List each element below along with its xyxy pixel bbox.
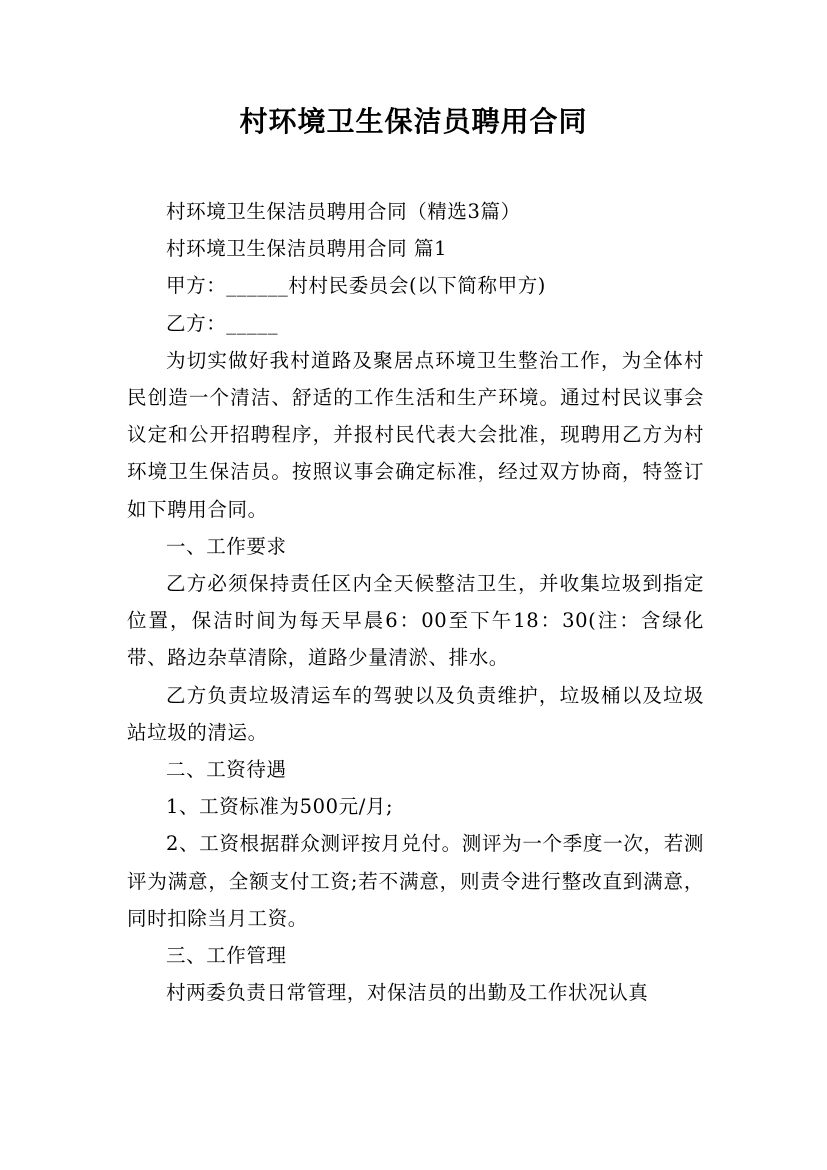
paragraph-section-heading: 村环境卫生保洁员聘用合同 篇1 [166,237,448,261]
paragraph-salary-2: 2、工资根据群众测评按月兑付。测评为一个季度一次，若测评为满意，全额支付工资;若不满意，则责令进行整改直到满意，同时扣除当月工资。 [127,832,704,930]
paragraph-party-a: 甲方：______村村民委员会(以下简称甲方) [166,274,547,298]
heading-work-requirements: 一、工作要求 [166,534,287,558]
paragraph-subtitle: 村环境卫生保洁员聘用合同（精选3篇） [166,200,521,223]
paragraph-management-1: 村两委负责日常管理，对保洁员的出勤及工作状况认真 [166,981,649,1005]
heading-salary: 二、工资待遇 [166,758,287,782]
paragraph-salary-1: 1、工资标准为500元/月; [166,795,394,819]
heading-work-management: 三、工作管理 [166,944,287,968]
document-body [127,193,704,1011]
paragraph-party-b: 乙方：_____ [166,311,279,335]
paragraph-preamble: 为切实做好我村道路及聚居点环境卫生整治工作，为全体村民创造一个清洁、舒适的工作生活和生产环境。通过村民议事会议定和公开招聘程序，并报村民代表大会批准，现聘用乙方为村环境卫生保洁员。按照议事会确定标准，经过双方协商，特签订如下聘用合同。 [127,348,704,521]
paragraph-requirement-1: 乙方必须保持责任区内全天候整洁卫生，并收集垃圾到指定位置，保洁时间为每天早晨6：00至下午18：30(注：含绿化带、路边杂草清除，道路少量清淤、排水。 [127,572,704,670]
paragraph-requirement-2: 乙方负责垃圾清运车的驾驶以及负责维护，垃圾桶以及垃圾站垃圾的清运。 [127,683,704,744]
document-title: 村环境卫生保洁员聘用合同 [239,105,588,138]
